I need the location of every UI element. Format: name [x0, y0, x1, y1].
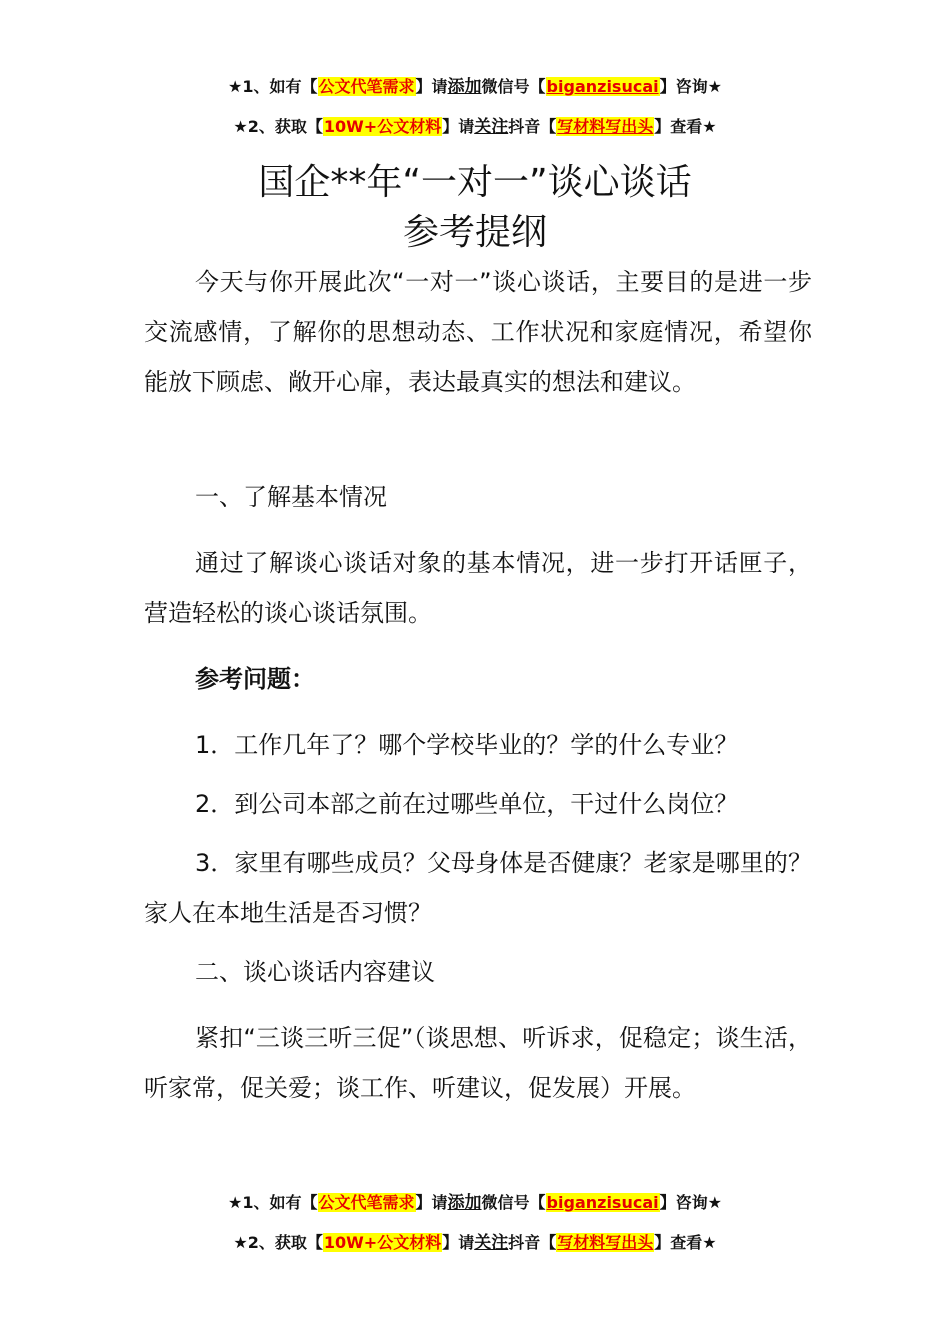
promo-seg: 】请: [442, 1233, 475, 1252]
promo-line-2-top: [0, 112, 950, 137]
promo-seg: 抖音【: [508, 117, 557, 136]
question-1: 1．工作几年了？哪个学校毕业的？学的什么专业？: [195, 731, 739, 759]
wechat-id: biganzisucai: [546, 1193, 659, 1212]
wechat-id: biganzisucai: [546, 77, 659, 96]
questions-heading: 参考问题：: [195, 665, 315, 693]
promo-seg: ★1、如有【: [228, 77, 318, 96]
promo-seg: 抖音【: [508, 1233, 557, 1252]
promo-seg: 微信号【: [481, 77, 546, 96]
promo-seg: 】咨询★: [659, 77, 722, 96]
promo-line-1-top: [0, 72, 950, 97]
section-1-heading: 一、了解基本情况: [195, 483, 387, 511]
promo-seg: ★1、如有【: [228, 1193, 318, 1212]
promo-seg: 】请: [442, 117, 475, 136]
section-2-body: 紧扣“三谈三听三促”（谈思想、听诉求，促稳定；谈生活，听家常，促关爱；谈工作、听建议，促发展）开展。: [144, 1024, 812, 1102]
intro-paragraph: 今天与你开展此次“一对一”谈心谈话，主要目的是进一步交流感情，了解你的思想动态、工作状况和家庭情况，希望你能放下顾虑、敞开心扉，表达最真实的想法和建议。: [144, 268, 812, 396]
douyin-account: 写材料写出头: [557, 117, 654, 136]
document-title-line-1: 国企**年“一对一”谈心谈话: [258, 162, 692, 203]
promo-underline: 关注: [474, 117, 509, 137]
promo-seg: ★2、获取【: [233, 1233, 323, 1252]
promo-line-2-bottom: [0, 1228, 950, 1253]
promo-seg: 】查看★: [654, 117, 717, 136]
promo-seg: 】查看★: [654, 1233, 717, 1252]
promo-seg: 】请: [415, 1193, 448, 1212]
promo-highlight: 10W+公文材料: [323, 117, 442, 136]
section-1-body: 通过了解谈心谈话对象的基本情况，进一步打开话匣子，营造轻松的谈心谈话氛围。: [144, 549, 812, 627]
document-title-line-2: 参考提纲: [402, 212, 547, 253]
section-2-heading: 二、谈心谈话内容建议: [195, 958, 435, 986]
promo-highlight: 公文代笔需求: [318, 77, 415, 96]
douyin-account: 写材料写出头: [557, 1233, 654, 1252]
promo-highlight: 10W+公文材料: [323, 1233, 442, 1252]
promo-underline: 添加: [447, 77, 482, 97]
promo-seg: 微信号【: [481, 1193, 546, 1212]
question-3: 3．家里有哪些成员？父母身体是否健康？老家是哪里的？家人在本地生活是否习惯？: [144, 849, 812, 927]
promo-seg: 】请: [415, 77, 448, 96]
promo-seg: 】咨询★: [659, 1193, 722, 1212]
promo-highlight: 公文代笔需求: [318, 1193, 415, 1212]
promo-underline: 关注: [474, 1233, 509, 1253]
promo-line-1-bottom: [0, 1188, 950, 1213]
promo-seg: ★2、获取【: [233, 117, 323, 136]
promo-underline: 添加: [447, 1193, 482, 1213]
question-2: 2．到公司本部之前在过哪些单位，干过什么岗位？: [195, 790, 739, 818]
